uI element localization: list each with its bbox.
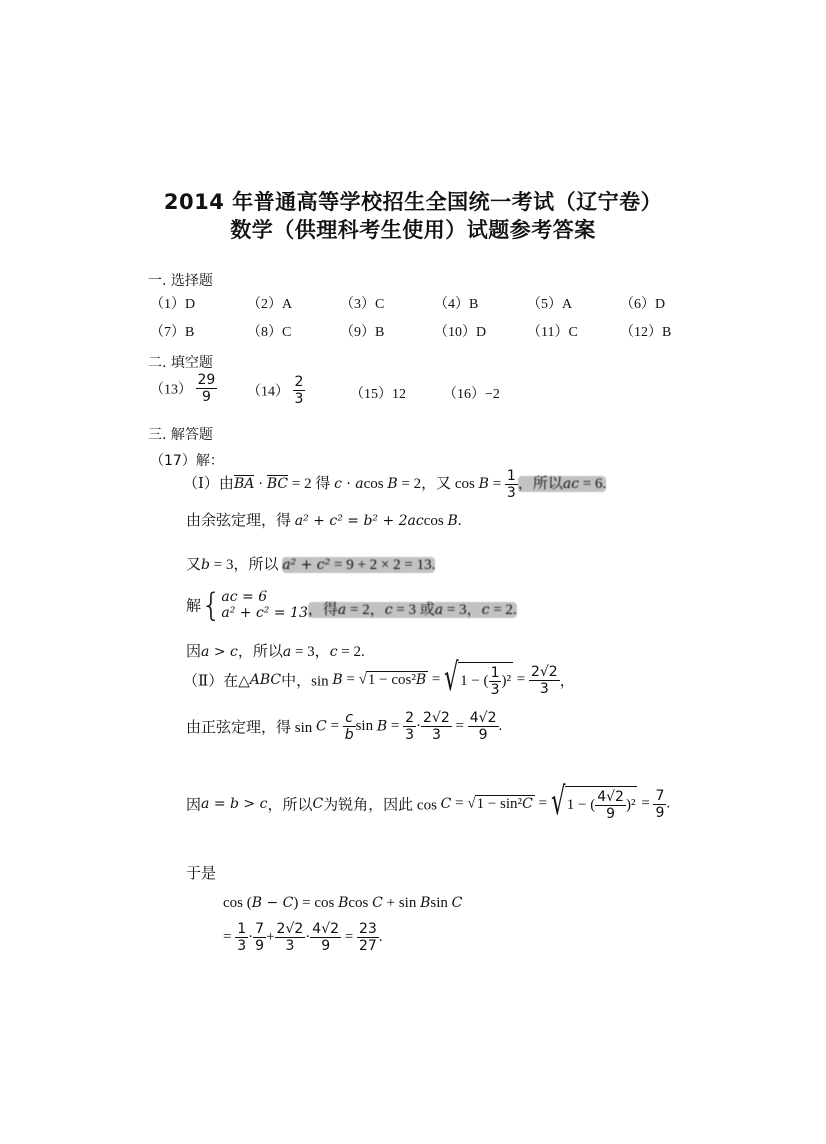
smudged-text (282, 557, 435, 573)
fraction (468, 710, 499, 743)
text: 1 − sin² (476, 796, 523, 812)
section-multiple-choice-heading: 一. 选择题 (148, 273, 213, 289)
part2-line2 (186, 710, 502, 743)
choice-value: A (562, 297, 573, 312)
text: cos (363, 475, 388, 492)
part2-line6 (223, 921, 383, 954)
choice-answer (620, 293, 665, 313)
math: C (372, 895, 383, 911)
text: = 2 得 (288, 475, 335, 492)
math: a² + c² (282, 557, 331, 573)
part1-line2 (186, 509, 462, 530)
smudged-text (308, 602, 517, 618)
text: sin (355, 718, 377, 734)
sqrt-icon: √ (550, 779, 566, 823)
choice-value: C (375, 297, 385, 312)
part1-line3 (186, 553, 435, 574)
choice-value: C (282, 325, 292, 340)
part2-line1 (183, 655, 575, 699)
text: = 2， (346, 602, 385, 619)
numerator: 1 (490, 665, 500, 681)
text: · (416, 718, 422, 734)
big-sqrt (444, 655, 513, 699)
choice-number: （10） (434, 325, 476, 340)
denominator: b (344, 727, 354, 743)
math: ac (562, 475, 580, 492)
math: c (481, 602, 490, 619)
answer-13 (150, 372, 217, 405)
brace-icon: { (201, 586, 222, 624)
text: 1 − ( (460, 673, 489, 689)
text: = (326, 718, 343, 734)
math: c · a (334, 475, 364, 492)
text: + (266, 929, 275, 945)
part1-line4 (186, 588, 517, 622)
text: 为锐角，因此 cos (323, 797, 441, 814)
text: 1 − cos² (367, 672, 416, 688)
text: = (637, 795, 654, 812)
text: = 2，又 cos (397, 475, 479, 492)
numerator: 4√2 (312, 921, 340, 937)
math: B (338, 895, 349, 911)
sqrt-icon: √ (444, 655, 459, 699)
text: )² (625, 797, 636, 813)
fraction (343, 710, 356, 743)
text: + sin (382, 895, 421, 911)
answer-15-value: 12 (392, 387, 406, 402)
text: . (457, 513, 462, 529)
choice-answer (434, 321, 486, 341)
text: = (387, 718, 404, 734)
sqrt-body (366, 671, 428, 689)
text: ，得 (307, 602, 338, 619)
text: · (254, 475, 267, 492)
answer-15-number: （15） (350, 387, 392, 402)
fraction (253, 921, 266, 954)
choice-number: （3） (340, 297, 375, 312)
numerator: 4√2 (597, 789, 624, 805)
text: cos (348, 895, 373, 911)
text: （Ⅰ）由 (183, 475, 234, 492)
choice-number: （2） (247, 297, 282, 312)
math: ABC (249, 672, 282, 688)
text: 由余弦定理，得 (186, 513, 295, 529)
section-solutions-heading: 三. 解答题 (148, 427, 213, 443)
text: ， (559, 673, 575, 690)
text: = (451, 718, 468, 734)
sqrt-body (458, 662, 513, 698)
text: sin (430, 895, 452, 911)
math: C (451, 895, 463, 911)
choice-answer (527, 321, 578, 341)
choice-answer (247, 293, 292, 313)
math: c (384, 602, 393, 619)
denominator: 9 (255, 938, 265, 954)
part2-line4: 于是 (186, 866, 217, 882)
math: a = b > c (201, 796, 268, 812)
denominator: 27 (359, 938, 377, 954)
fraction (489, 665, 502, 698)
choice-value: B (375, 325, 385, 340)
text: ，所以 (237, 644, 283, 660)
choice-answer (150, 293, 195, 313)
fraction (595, 789, 626, 822)
denominator: 9 (321, 938, 331, 954)
text: ，所以 (267, 797, 313, 814)
choice-value: C (568, 325, 578, 340)
choice-value: B (185, 325, 195, 340)
numerator: 2 (294, 374, 304, 390)
math: B − C (251, 895, 294, 911)
text: = (223, 929, 236, 945)
equation-system (221, 589, 308, 621)
choice-number: （5） (527, 297, 562, 312)
sqrt-body (565, 786, 638, 822)
denominator: 3 (405, 727, 415, 743)
answer-14 (247, 374, 305, 407)
math: B (332, 672, 343, 688)
math: C (316, 718, 327, 735)
choice-answer (150, 321, 194, 341)
denominator: 3 (285, 938, 295, 954)
numerator: 2√2 (423, 710, 450, 726)
numerator: 1 (506, 468, 516, 484)
fraction (235, 921, 248, 954)
denominator: 3 (506, 485, 516, 501)
math: B (478, 475, 489, 492)
choice-answer (620, 321, 671, 341)
part1-line1 (183, 468, 606, 501)
numerator: 2√2 (530, 663, 558, 680)
choice-value: A (282, 297, 293, 312)
choice-number: （8） (247, 325, 282, 340)
math: c (329, 644, 338, 660)
text: 又 (186, 557, 202, 573)
part1-line5 (186, 640, 365, 661)
sqrt-icon: = √ (342, 671, 367, 688)
text: = (341, 929, 357, 945)
numerator: 2√2 (276, 921, 304, 937)
answer-14-fraction (293, 374, 306, 407)
text: （Ⅱ）在△ (183, 673, 250, 690)
numerator: 7 (655, 787, 665, 804)
part2-line5 (223, 895, 462, 912)
text: · (305, 929, 311, 945)
fraction (529, 664, 560, 697)
choice-value: D (655, 297, 666, 312)
text: = 9 + 2 × 2 = 13. (330, 557, 436, 573)
text: · (248, 929, 254, 945)
denominator: 3 (237, 938, 247, 954)
math: B (387, 475, 398, 492)
denominator: 9 (606, 806, 616, 822)
text: )² (501, 673, 511, 689)
choice-answer (527, 293, 572, 313)
fraction (653, 788, 666, 821)
denominator: 9 (655, 804, 665, 821)
choice-answer (434, 293, 478, 313)
answer-15 (350, 383, 406, 403)
sqrt-icon: = √ (451, 795, 476, 812)
fraction (421, 710, 452, 743)
math: C (440, 796, 452, 812)
text: = 3， (443, 602, 482, 619)
math: C (312, 796, 324, 812)
choice-value: D (185, 297, 196, 312)
math: a (282, 644, 292, 660)
text: = 3 或 (392, 602, 435, 619)
math: B (376, 718, 388, 735)
denominator: 3 (431, 727, 441, 743)
text: = 6. (579, 475, 607, 492)
text: = 3，所以 (209, 557, 283, 573)
denominator: 3 (539, 680, 549, 697)
text: cos ( (223, 895, 252, 911)
numerator: 1 (237, 921, 247, 937)
math: a (337, 602, 347, 619)
text: 1 − ( (566, 797, 596, 813)
choice-number: （1） (150, 297, 185, 312)
denominator: 3 (490, 682, 500, 698)
text: = (512, 671, 529, 688)
answer-13-number: （13） (150, 382, 192, 398)
text: = (488, 475, 505, 492)
numerator: 29 (197, 372, 216, 388)
choice-answer (340, 293, 384, 313)
text: = 3， (291, 644, 330, 660)
big-sqrt (550, 779, 638, 823)
numerator: c (343, 710, 356, 727)
denominator: 9 (201, 389, 211, 405)
choice-number: （11） (527, 325, 569, 340)
text: cos (423, 513, 448, 529)
numerator: 2 (405, 710, 415, 726)
denominator: 3 (294, 391, 304, 407)
numerator: 7 (255, 921, 265, 937)
sqrt-body (475, 795, 535, 813)
choice-value: B (469, 297, 479, 312)
text: ) = cos (293, 895, 339, 911)
math: B (447, 513, 458, 529)
text: = (428, 671, 445, 688)
text: 因 (186, 644, 202, 660)
denominator: 9 (478, 727, 488, 743)
choice-number: （6） (620, 297, 655, 312)
answer-16-value: −2 (485, 387, 500, 402)
equation-1: ac = 6 (221, 589, 268, 605)
answer-13-fraction (196, 372, 218, 405)
fraction (357, 921, 379, 954)
math: B (415, 672, 427, 688)
text: ，所以 (517, 475, 563, 492)
math: C (522, 796, 533, 812)
math: b (201, 557, 210, 573)
math: a > c (201, 644, 238, 660)
numerator: 23 (359, 921, 377, 937)
numerator: 4√2 (469, 710, 497, 726)
fraction (275, 921, 306, 954)
text: = 2. (337, 644, 365, 660)
choice-value: D (476, 325, 487, 340)
choice-number: （12） (620, 325, 662, 340)
part2-line3 (186, 779, 671, 823)
choice-answer (247, 321, 291, 341)
vector-bc: BC (266, 475, 289, 492)
answer-16-number: （16） (443, 387, 485, 402)
choice-value: B (662, 325, 672, 340)
fraction-one-third (505, 468, 518, 501)
text: 中，sin (281, 673, 333, 690)
answer-14-number: （14） (247, 384, 289, 400)
text: . (378, 929, 383, 945)
smudged-text (518, 476, 606, 492)
choice-number: （7） (150, 325, 185, 340)
math: a (434, 602, 444, 619)
answer-16 (443, 383, 500, 403)
text: = (534, 795, 551, 812)
text: = 2. (489, 602, 517, 619)
title-line-1: 2014 年普通高等学校招生全国统一考试（辽宁卷） (163, 190, 663, 214)
section-fill-blank-heading: 二. 填空题 (148, 355, 213, 371)
fraction (310, 921, 341, 954)
math: B (420, 895, 431, 911)
title-line-2: 数学（供理科考生使用）试题参考答案 (230, 218, 596, 242)
vector-ba: BA (233, 475, 255, 492)
text: 因 (186, 797, 202, 814)
choice-answer (340, 321, 384, 341)
text: 由正弦定理，得 sin (186, 720, 317, 736)
text: . (666, 795, 671, 812)
question-17-label: （17）解： (150, 453, 224, 469)
math: a² + c² = b² + 2ac (294, 513, 424, 529)
text: . (498, 718, 503, 734)
choice-number: （9） (340, 325, 375, 340)
fraction (403, 710, 416, 743)
equation-2: a² + c² = 13 (221, 605, 308, 621)
choice-number: （4） (434, 297, 469, 312)
text: 解 (186, 598, 202, 615)
